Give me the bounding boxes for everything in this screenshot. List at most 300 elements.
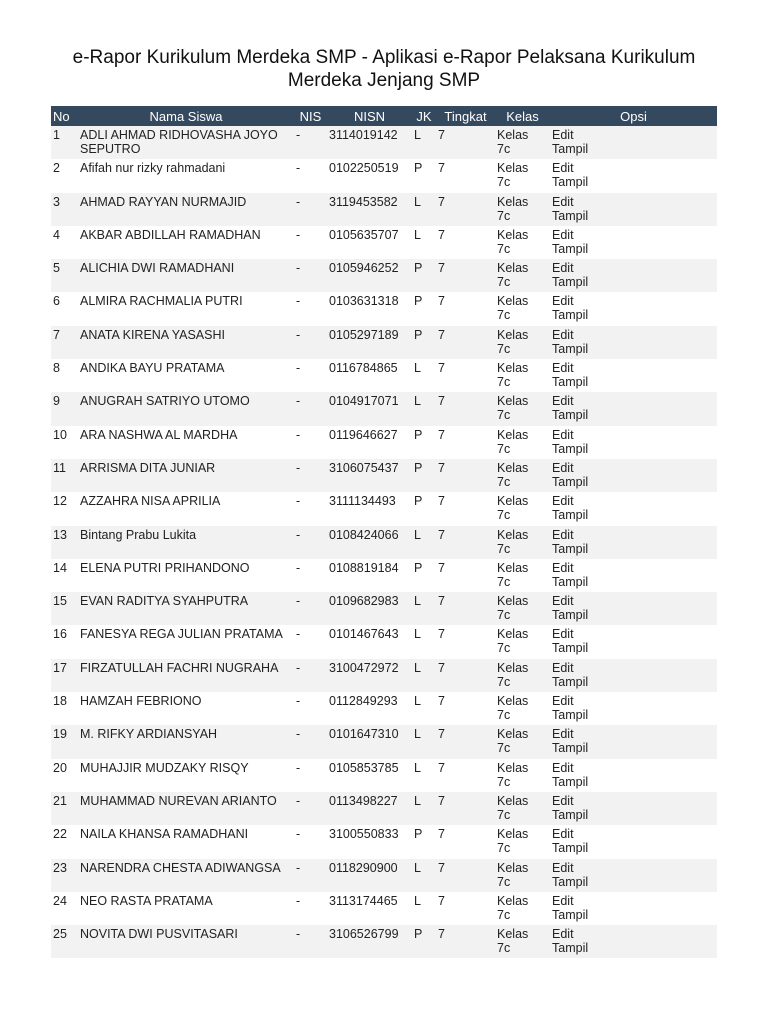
cell-jk: L — [412, 759, 436, 792]
tampil-link[interactable]: Tampil — [552, 508, 589, 523]
cell-kelas — [495, 392, 550, 425]
cell-tingkat: 7 — [436, 692, 495, 725]
table-row — [51, 759, 717, 792]
cell-kelas — [495, 159, 550, 192]
table-row — [51, 226, 717, 259]
table-row — [51, 625, 717, 658]
cell-nama-siswa: Afifah nur rizky rahmadani — [78, 159, 294, 192]
table-row — [51, 459, 717, 492]
cell-kelas — [495, 126, 550, 159]
kelas-word: Kelas — [497, 327, 529, 342]
tampil-link[interactable]: Tampil — [552, 241, 589, 256]
cell-kelas — [495, 193, 550, 226]
cell-nis: - — [294, 892, 327, 925]
cell-no: 2 — [51, 159, 78, 192]
cell-nisn: 3106075437 — [327, 459, 412, 492]
cell-jk: L — [412, 792, 436, 825]
cell-nama-siswa: FIRZATULLAH FACHRI NUGRAHA — [78, 659, 294, 692]
cell-tingkat: 7 — [436, 459, 495, 492]
cell-nisn: 0105297189 — [327, 326, 412, 359]
edit-link[interactable]: Edit — [552, 560, 574, 575]
table-row — [51, 159, 717, 192]
cell-nama-siswa: ARRISMA DITA JUNIAR — [78, 459, 294, 492]
cell-no: 13 — [51, 526, 78, 559]
table-row — [51, 825, 717, 858]
tampil-link[interactable]: Tampil — [552, 641, 589, 656]
cell-no: 21 — [51, 792, 78, 825]
cell-nama-siswa: ARA NASHWA AL MARDHA — [78, 426, 294, 459]
cell-no: 17 — [51, 659, 78, 692]
cell-nisn: 0108819184 — [327, 559, 412, 592]
kelas-word: Kelas — [497, 527, 529, 542]
kelas-word: Kelas — [497, 261, 529, 276]
cell-no: 10 — [51, 426, 78, 459]
cell-nis: - — [294, 459, 327, 492]
kelas-value: 7c — [497, 608, 511, 623]
cell-kelas — [495, 326, 550, 359]
tampil-link[interactable]: Tampil — [552, 841, 589, 856]
table-row — [51, 859, 717, 892]
cell-jk: L — [412, 526, 436, 559]
cell-tingkat: 7 — [436, 193, 495, 226]
cell-no: 18 — [51, 692, 78, 725]
cell-nis: - — [294, 392, 327, 425]
cell-nisn: 0109682983 — [327, 592, 412, 625]
cell-kelas — [495, 259, 550, 292]
cell-jk: P — [412, 492, 436, 525]
kelas-word: Kelas — [497, 860, 529, 875]
cell-nama-siswa: MUHAMMAD NUREVAN ARIANTO — [78, 792, 294, 825]
cell-no: 22 — [51, 825, 78, 858]
kelas-value: 7c — [497, 674, 511, 689]
header-nama-siswa: Nama Siswa — [78, 106, 294, 126]
edit-link[interactable]: Edit — [552, 594, 574, 609]
cell-tingkat: 7 — [436, 126, 495, 159]
cell-kelas — [495, 692, 550, 725]
cell-nama-siswa: AKBAR ABDILLAH RAMADHAN — [78, 226, 294, 259]
cell-kelas — [495, 859, 550, 892]
cell-nis: - — [294, 925, 327, 958]
tampil-link[interactable]: Tampil — [552, 874, 589, 889]
edit-link[interactable]: Edit — [552, 893, 574, 908]
tampil-link[interactable]: Tampil — [552, 275, 589, 290]
cell-tingkat: 7 — [436, 426, 495, 459]
cell-opsi — [550, 559, 717, 592]
cell-opsi — [550, 359, 717, 392]
kelas-word: Kelas — [497, 793, 529, 808]
cell-nisn: 0108424066 — [327, 526, 412, 559]
cell-nis: - — [294, 259, 327, 292]
cell-tingkat: 7 — [436, 725, 495, 758]
cell-tingkat: 7 — [436, 492, 495, 525]
edit-link[interactable]: Edit — [552, 527, 574, 542]
tampil-link[interactable]: Tampil — [552, 441, 589, 456]
kelas-word: Kelas — [497, 194, 529, 209]
kelas-value: 7c — [497, 375, 511, 390]
kelas-word: Kelas — [497, 294, 529, 309]
cell-opsi — [550, 859, 717, 892]
kelas-value: 7c — [497, 208, 511, 223]
cell-kelas — [495, 359, 550, 392]
cell-jk: L — [412, 126, 436, 159]
cell-nis: - — [294, 292, 327, 325]
edit-link[interactable]: Edit — [552, 394, 574, 409]
cell-tingkat: 7 — [436, 559, 495, 592]
cell-no: 15 — [51, 592, 78, 625]
cell-no: 1 — [51, 126, 78, 159]
kelas-value: 7c — [497, 774, 511, 789]
kelas-word: Kelas — [497, 893, 529, 908]
kelas-word: Kelas — [497, 927, 529, 942]
page-title — [0, 46, 768, 92]
edit-link[interactable]: Edit — [552, 161, 574, 176]
table-row — [51, 193, 717, 226]
kelas-word: Kelas — [497, 660, 529, 675]
table-row — [51, 925, 717, 958]
cell-opsi — [550, 659, 717, 692]
cell-kelas — [495, 659, 550, 692]
tampil-link[interactable]: Tampil — [552, 674, 589, 689]
cell-nis: - — [294, 359, 327, 392]
cell-no: 3 — [51, 193, 78, 226]
table-row — [51, 126, 717, 159]
header-tingkat: Tingkat — [436, 106, 495, 126]
cell-opsi — [550, 625, 717, 658]
table-row — [51, 659, 717, 692]
cell-no: 8 — [51, 359, 78, 392]
cell-no: 9 — [51, 392, 78, 425]
edit-link[interactable]: Edit — [552, 194, 574, 209]
table-header-row — [51, 106, 717, 126]
cell-opsi — [550, 526, 717, 559]
cell-nama-siswa: NOVITA DWI PUSVITASARI — [78, 925, 294, 958]
tampil-link[interactable]: Tampil — [552, 341, 589, 356]
cell-no: 4 — [51, 226, 78, 259]
edit-link[interactable]: Edit — [552, 760, 574, 775]
student-table — [51, 106, 717, 958]
cell-nisn: 3106526799 — [327, 925, 412, 958]
cell-opsi — [550, 692, 717, 725]
kelas-value: 7c — [497, 641, 511, 656]
cell-kelas — [495, 226, 550, 259]
cell-nisn: 3114019142 — [327, 126, 412, 159]
cell-opsi — [550, 925, 717, 958]
cell-jk: L — [412, 659, 436, 692]
tampil-link[interactable]: Tampil — [552, 741, 589, 756]
cell-kelas — [495, 292, 550, 325]
edit-link[interactable]: Edit — [552, 793, 574, 808]
cell-kelas — [495, 559, 550, 592]
cell-nisn: 0118290900 — [327, 859, 412, 892]
cell-nis: - — [294, 659, 327, 692]
kelas-word: Kelas — [497, 627, 529, 642]
cell-jk: L — [412, 859, 436, 892]
cell-opsi — [550, 259, 717, 292]
cell-jk: P — [412, 559, 436, 592]
cell-nisn: 0119646627 — [327, 426, 412, 459]
kelas-value: 7c — [497, 175, 511, 190]
kelas-value: 7c — [497, 275, 511, 290]
edit-link[interactable]: Edit — [552, 694, 574, 709]
cell-kelas — [495, 725, 550, 758]
tampil-link[interactable]: Tampil — [552, 708, 589, 723]
edit-link[interactable]: Edit — [552, 227, 574, 242]
tampil-link[interactable]: Tampil — [552, 308, 589, 323]
cell-tingkat: 7 — [436, 892, 495, 925]
table-row — [51, 592, 717, 625]
cell-nisn: 3113174465 — [327, 892, 412, 925]
cell-no: 6 — [51, 292, 78, 325]
cell-no: 25 — [51, 925, 78, 958]
cell-nis: - — [294, 526, 327, 559]
cell-jk: L — [412, 592, 436, 625]
kelas-value: 7c — [497, 741, 511, 756]
cell-no: 16 — [51, 625, 78, 658]
cell-nama-siswa: ALMIRA RACHMALIA PUTRI — [78, 292, 294, 325]
kelas-value: 7c — [497, 541, 511, 556]
header-opsi: Opsi — [550, 106, 717, 126]
cell-kelas — [495, 526, 550, 559]
tampil-link[interactable]: Tampil — [552, 208, 589, 223]
cell-nama-siswa: NAILA KHANSA RAMADHANI — [78, 825, 294, 858]
edit-link[interactable]: Edit — [552, 128, 574, 142]
cell-jk: L — [412, 392, 436, 425]
edit-link[interactable]: Edit — [552, 327, 574, 342]
edit-link[interactable]: Edit — [552, 427, 574, 442]
cell-opsi — [550, 159, 717, 192]
cell-nama-siswa: HAMZAH FEBRIONO — [78, 692, 294, 725]
cell-tingkat: 7 — [436, 326, 495, 359]
cell-tingkat: 7 — [436, 659, 495, 692]
cell-nis: - — [294, 126, 327, 159]
cell-nis: - — [294, 725, 327, 758]
cell-kelas — [495, 825, 550, 858]
cell-nisn: 0102250519 — [327, 159, 412, 192]
tampil-link[interactable]: Tampil — [552, 375, 589, 390]
tampil-link[interactable]: Tampil — [552, 142, 589, 156]
cell-nama-siswa: FANESYA REGA JULIAN PRATAMA — [78, 625, 294, 658]
cell-nis: - — [294, 492, 327, 525]
cell-kelas — [495, 925, 550, 958]
cell-opsi — [550, 792, 717, 825]
cell-no: 12 — [51, 492, 78, 525]
kelas-word: Kelas — [497, 694, 529, 709]
cell-tingkat: 7 — [436, 392, 495, 425]
cell-kelas — [495, 759, 550, 792]
cell-jk: P — [412, 925, 436, 958]
cell-opsi — [550, 226, 717, 259]
cell-no: 11 — [51, 459, 78, 492]
cell-nama-siswa: AZZAHRA NISA APRILIA — [78, 492, 294, 525]
cell-jk: L — [412, 725, 436, 758]
cell-nis: - — [294, 825, 327, 858]
tampil-link[interactable]: Tampil — [552, 807, 589, 822]
kelas-value: 7c — [497, 441, 511, 456]
kelas-value: 7c — [497, 574, 511, 589]
table-row — [51, 326, 717, 359]
table-row — [51, 526, 717, 559]
edit-link[interactable]: Edit — [552, 860, 574, 875]
cell-opsi — [550, 193, 717, 226]
cell-opsi — [550, 292, 717, 325]
cell-nisn: 0105635707 — [327, 226, 412, 259]
kelas-value: 7c — [497, 142, 511, 156]
table-row — [51, 426, 717, 459]
table-row — [51, 692, 717, 725]
cell-tingkat: 7 — [436, 859, 495, 892]
cell-nisn: 3111134493 — [327, 492, 412, 525]
cell-opsi — [550, 892, 717, 925]
cell-tingkat: 7 — [436, 259, 495, 292]
cell-kelas — [495, 625, 550, 658]
cell-tingkat: 7 — [436, 792, 495, 825]
cell-tingkat: 7 — [436, 526, 495, 559]
kelas-word: Kelas — [497, 460, 529, 475]
kelas-value: 7c — [497, 941, 511, 956]
tampil-link[interactable]: Tampil — [552, 941, 589, 956]
cell-nisn: 0103631318 — [327, 292, 412, 325]
cell-nama-siswa: MUHAJJIR MUDZAKY RISQY — [78, 759, 294, 792]
kelas-value: 7c — [497, 841, 511, 856]
cell-jk: P — [412, 459, 436, 492]
cell-opsi — [550, 825, 717, 858]
cell-kelas — [495, 426, 550, 459]
edit-link[interactable]: Edit — [552, 927, 574, 942]
cell-tingkat: 7 — [436, 759, 495, 792]
table-row — [51, 792, 717, 825]
table-row — [51, 392, 717, 425]
tampil-link[interactable]: Tampil — [552, 408, 589, 423]
cell-jk: P — [412, 259, 436, 292]
kelas-word: Kelas — [497, 760, 529, 775]
edit-link[interactable]: Edit — [552, 361, 574, 376]
cell-no: 20 — [51, 759, 78, 792]
cell-nama-siswa: ANDIKA BAYU PRATAMA — [78, 359, 294, 392]
kelas-value: 7c — [497, 874, 511, 889]
cell-opsi — [550, 126, 717, 159]
edit-link[interactable]: Edit — [552, 627, 574, 642]
kelas-word: Kelas — [497, 161, 529, 176]
cell-jk: P — [412, 159, 436, 192]
cell-opsi — [550, 392, 717, 425]
cell-tingkat: 7 — [436, 925, 495, 958]
cell-nama-siswa: ALICHIA DWI RAMADHANI — [78, 259, 294, 292]
cell-nisn: 0101647310 — [327, 725, 412, 758]
table-row — [51, 292, 717, 325]
kelas-word: Kelas — [497, 128, 529, 142]
tampil-link[interactable]: Tampil — [552, 907, 589, 922]
page-title-line-1: e-Rapor Kurikulum Merdeka SMP - Aplikasi e-Rapor Pelaksana Kurikulum — [72, 47, 696, 68]
edit-link[interactable]: Edit — [552, 660, 574, 675]
cell-kelas — [495, 792, 550, 825]
table-row — [51, 892, 717, 925]
kelas-word: Kelas — [497, 394, 529, 409]
cell-nama-siswa: ANUGRAH SATRIYO UTOMO — [78, 392, 294, 425]
cell-nisn: 0112849293 — [327, 692, 412, 725]
cell-nis: - — [294, 193, 327, 226]
kelas-word: Kelas — [497, 727, 529, 742]
cell-jk: L — [412, 625, 436, 658]
cell-tingkat: 7 — [436, 825, 495, 858]
cell-nisn: 0105946252 — [327, 259, 412, 292]
page-title-line-2: Merdeka Jenjang SMP — [287, 70, 481, 91]
table-row — [51, 492, 717, 525]
tampil-link[interactable]: Tampil — [552, 574, 589, 589]
kelas-word: Kelas — [497, 594, 529, 609]
edit-link[interactable]: Edit — [552, 494, 574, 509]
table-row — [51, 259, 717, 292]
cell-nama-siswa: ELENA PUTRI PRIHANDONO — [78, 559, 294, 592]
cell-tingkat: 7 — [436, 292, 495, 325]
cell-nis: - — [294, 792, 327, 825]
cell-opsi — [550, 725, 717, 758]
kelas-value: 7c — [497, 241, 511, 256]
cell-opsi — [550, 326, 717, 359]
cell-no: 7 — [51, 326, 78, 359]
kelas-value: 7c — [497, 474, 511, 489]
tampil-link[interactable]: Tampil — [552, 175, 589, 190]
cell-opsi — [550, 426, 717, 459]
cell-jk: L — [412, 226, 436, 259]
edit-link[interactable]: Edit — [552, 294, 574, 309]
cell-nama-siswa: NARENDRA CHESTA ADIWANGSA — [78, 859, 294, 892]
edit-link[interactable]: Edit — [552, 261, 574, 276]
table-row — [51, 725, 717, 758]
cell-no: 14 — [51, 559, 78, 592]
kelas-word: Kelas — [497, 494, 529, 509]
cell-nis: - — [294, 625, 327, 658]
kelas-value: 7c — [497, 341, 511, 356]
cell-nis: - — [294, 159, 327, 192]
cell-no: 24 — [51, 892, 78, 925]
cell-opsi — [550, 759, 717, 792]
cell-tingkat: 7 — [436, 159, 495, 192]
cell-nisn: 3100550833 — [327, 825, 412, 858]
tampil-link[interactable]: Tampil — [552, 608, 589, 623]
cell-tingkat: 7 — [436, 226, 495, 259]
cell-no: 5 — [51, 259, 78, 292]
edit-link[interactable]: Edit — [552, 727, 574, 742]
cell-no: 19 — [51, 725, 78, 758]
edit-link[interactable]: Edit — [552, 827, 574, 842]
cell-nis: - — [294, 592, 327, 625]
tampil-link[interactable]: Tampil — [552, 774, 589, 789]
cell-no: 23 — [51, 859, 78, 892]
header-kelas: Kelas — [495, 106, 550, 126]
kelas-word: Kelas — [497, 827, 529, 842]
tampil-link[interactable]: Tampil — [552, 541, 589, 556]
edit-link[interactable]: Edit — [552, 460, 574, 475]
cell-nama-siswa: ANATA KIRENA YASASHI — [78, 326, 294, 359]
kelas-value: 7c — [497, 807, 511, 822]
cell-opsi — [550, 592, 717, 625]
header-jk: JK — [412, 106, 436, 126]
cell-nisn: 3119453582 — [327, 193, 412, 226]
cell-nisn: 0116784865 — [327, 359, 412, 392]
kelas-word: Kelas — [497, 227, 529, 242]
cell-nama-siswa: NEO RASTA PRATAMA — [78, 892, 294, 925]
cell-tingkat: 7 — [436, 625, 495, 658]
table-row — [51, 559, 717, 592]
tampil-link[interactable]: Tampil — [552, 474, 589, 489]
cell-nis: - — [294, 559, 327, 592]
cell-nis: - — [294, 859, 327, 892]
cell-kelas — [495, 459, 550, 492]
cell-opsi — [550, 492, 717, 525]
cell-nama-siswa: ADLI AHMAD RIDHOVASHA JOYO SEPUTRO — [78, 126, 294, 159]
cell-kelas — [495, 492, 550, 525]
cell-nama-siswa: EVAN RADITYA SYAHPUTRA — [78, 592, 294, 625]
